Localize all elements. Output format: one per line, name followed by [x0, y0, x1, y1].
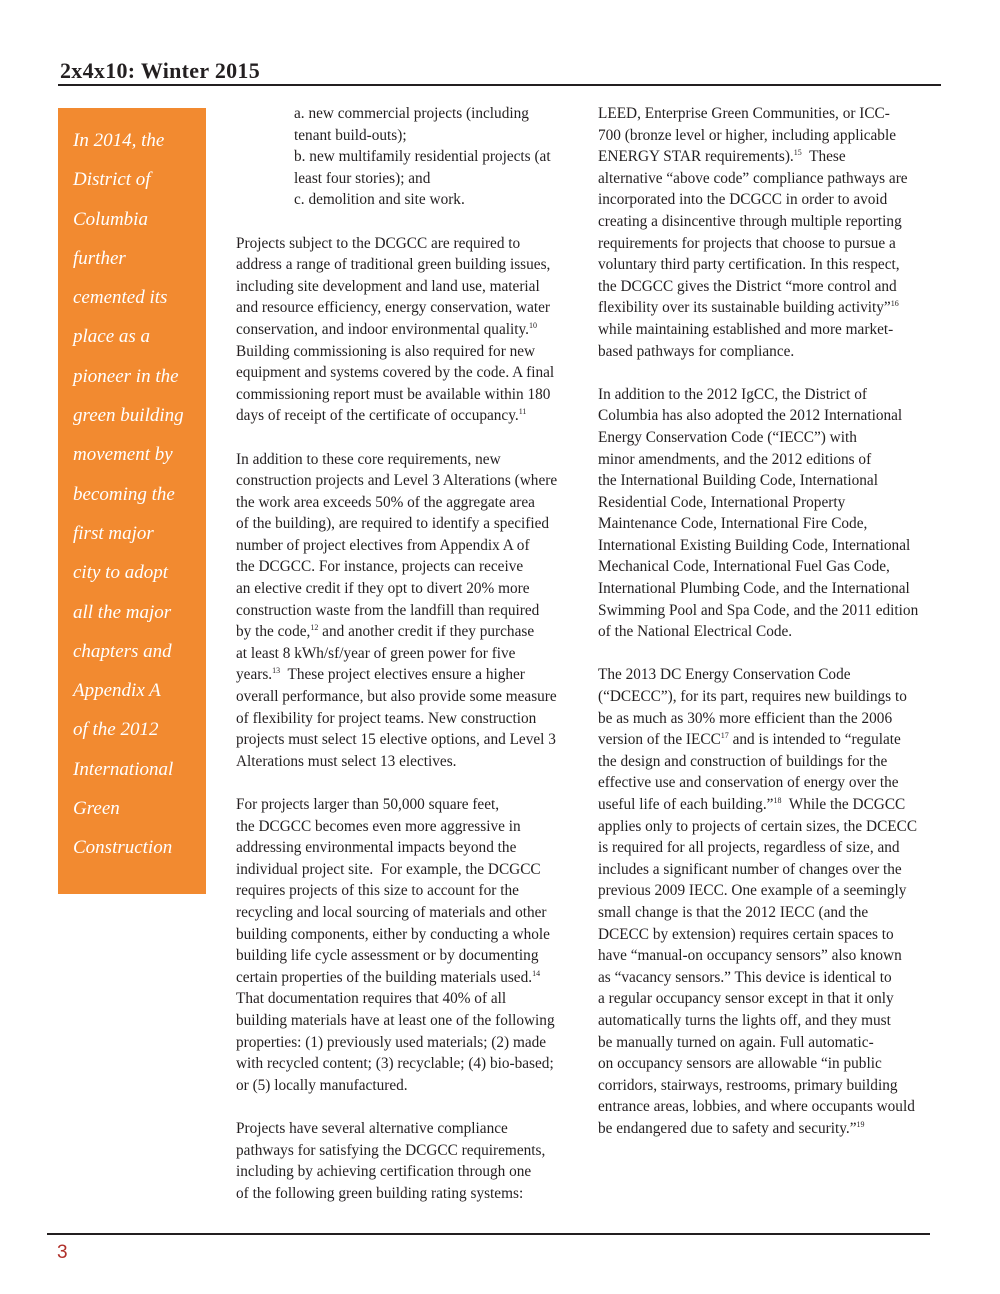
list-item: tenant build-outs);: [294, 126, 407, 144]
text-line: [236, 967, 586, 989]
pull-quote-line: cemented its: [73, 287, 168, 309]
text-line: Projects have several alternative compliance: [236, 1119, 508, 1137]
text-line: address a range of traditional green building issues,: [236, 256, 551, 274]
paragraph: [236, 1118, 586, 1204]
text-fragment: These: [801, 148, 846, 166]
text-fragment: version of the IECC: [598, 731, 721, 749]
pull-quote-line: city to adopt: [73, 562, 168, 584]
footnote-marker: 12: [310, 623, 319, 633]
text-line: Maintenance Code, International Fire Code,: [598, 515, 868, 533]
article-column-left: [236, 103, 586, 1204]
text-line: building components, either by conducting a whole: [236, 925, 550, 943]
text-fragment: flexibility over its sustainable building activity”: [598, 299, 891, 317]
text-line: voluntary third party certification. In this respect,: [598, 256, 900, 274]
text-line: have “manual-on occupancy sensors” also known: [598, 947, 902, 965]
pull-quote-line: green building: [73, 405, 184, 427]
text-line: alternative “above code” compliance pathways are: [598, 169, 908, 187]
text-line: overall performance, but also provide some measure: [236, 688, 557, 706]
text-line: of the building), are required to identify a specified: [236, 515, 550, 533]
paragraph: [598, 384, 948, 643]
pull-quote-line: District of: [73, 169, 151, 191]
footnote-marker: 18: [773, 796, 782, 805]
text-line: on occupancy sensors are allowable “in public: [598, 1055, 882, 1073]
text-line: That documentation requires that 40% of all: [236, 990, 507, 1008]
text-line: be manually turned on again. Full automatic-: [598, 1033, 874, 1051]
page-number: 3: [57, 1242, 68, 1263]
paragraph: [236, 233, 586, 427]
pull-quote-line: Columbia: [73, 208, 148, 230]
text-fragment: These project electives ensure a higher: [280, 666, 525, 684]
pull-quote-line: of the 2012: [73, 719, 159, 741]
pull-quote-line: becoming the: [73, 483, 175, 505]
article-column-right: [598, 103, 948, 1140]
text-line: [236, 319, 586, 341]
text-line: be as much as 30% more efficient than the 2006: [598, 709, 893, 727]
text-line: pathways for satisfying the DCGCC requirements,: [236, 1141, 546, 1159]
text-line: as “vacancy sensors.” This device is identical to: [598, 968, 892, 986]
page-header-title: 2x4x10: Winter 2015: [60, 58, 261, 83]
text-line: a regular occupancy sensor except in that it only: [598, 990, 894, 1008]
pull-quote-line: further: [73, 247, 126, 269]
text-line: addressing environmental impacts beyond the: [236, 839, 517, 857]
text-line: Building commissioning is also required for new: [236, 342, 536, 360]
text-line: International Plumbing Code, and the International: [598, 580, 910, 598]
text-line: previous 2009 IECC. One example of a seemingly: [598, 882, 907, 900]
text-line: incorporated into the DCGCC in order to avoid: [598, 191, 888, 209]
pull-quote-sidebar: [58, 108, 206, 894]
text-line: Energy Conservation Code (“IECC”) with: [598, 428, 857, 446]
paragraph: [598, 664, 948, 1139]
text-line: is required for all projects, regardless of size, and: [598, 839, 900, 857]
paragraph: [236, 449, 586, 773]
text-fragment: and is intended to “regulate: [728, 731, 901, 749]
text-line: of the National Electrical Code.: [598, 623, 793, 641]
text-line: includes a significant number of changes over the: [598, 860, 902, 878]
text-fragment: While the DCGCC: [781, 796, 906, 813]
text-line: the design and construction of buildings for the: [598, 752, 888, 770]
text-fragment: be endangered due to safety and security.”: [598, 1119, 857, 1137]
text-line: corridors, stairways, restrooms, primary building: [598, 1076, 898, 1094]
header-divider: [58, 84, 941, 86]
text-line: or (5) locally manufactured.: [236, 1076, 408, 1094]
text-line: Alterations must select 13 electives.: [236, 752, 457, 770]
text-line: building materials have at least one of the following: [236, 1011, 555, 1029]
text-line: building life cycle assessment or by documenting: [236, 947, 539, 965]
text-line: [598, 794, 948, 816]
paragraph-gap: [236, 1096, 586, 1118]
footnote-marker: 19: [856, 1119, 865, 1129]
text-line: while maintaining established and more market-: [598, 320, 894, 338]
text-line: and resource efficiency, energy conservation, water: [236, 299, 551, 317]
pull-quote-line: In 2014, the: [73, 130, 165, 151]
text-line: properties: (1) previously used materials; (2) made: [236, 1033, 547, 1051]
text-line: including by achieving certification through one: [236, 1163, 532, 1181]
text-line: the DCGCC becomes even more aggressive in: [236, 817, 521, 835]
text-fragment: days of receipt of the certificate of occupancy.: [236, 407, 519, 425]
paragraph-gap: [598, 643, 948, 665]
pull-quote-line: first major: [73, 522, 154, 544]
text-line: creating a disincentive through multiple reporting: [598, 212, 902, 230]
text-line: construction projects and Level 3 Alterations (where: [236, 472, 558, 490]
text-fragment: ENERGY STAR requirements).: [598, 148, 794, 166]
pull-quote-line: Construction: [73, 837, 173, 859]
list-item: c. demolition and site work.: [294, 191, 465, 209]
text-line: commissioning report must be available within 180: [236, 385, 551, 403]
text-line: [236, 664, 586, 686]
text-line: small change is that the 2012 IECC (and the: [598, 903, 869, 921]
text-line: the DCGCC gives the District “more control and: [598, 277, 897, 295]
pull-quote-line: Appendix A: [73, 680, 161, 702]
text-line: The 2013 DC Energy Conservation Code: [598, 666, 851, 684]
pull-quote-line: movement by: [73, 444, 173, 466]
text-line: at least 8 kWh/sf/year of green power for five: [236, 644, 516, 662]
text-line: [598, 729, 948, 751]
footnote-marker: 14: [532, 968, 541, 978]
text-line: Mechanical Code, International Fuel Gas Code,: [598, 558, 890, 576]
text-line: [236, 621, 586, 643]
elective-list: [236, 103, 586, 211]
text-line: [598, 297, 948, 319]
text-line: applies only to projects of certain sizes, the DCECC: [598, 817, 918, 835]
text-line: [598, 146, 948, 168]
paragraph-gap: [236, 772, 586, 794]
text-line: For projects larger than 50,000 square feet,: [236, 796, 500, 813]
text-fragment: and another credit if they purchase: [318, 623, 535, 641]
text-line: an elective credit if they opt to divert 20% more: [236, 580, 530, 598]
text-line: requires projects of this size to account for the: [236, 882, 519, 900]
text-line: Projects subject to the DCGCC are required to: [236, 234, 521, 252]
text-line: of the following green building rating systems:: [236, 1184, 524, 1202]
paragraph-gap: [236, 427, 586, 449]
pull-quote-line: chapters and: [73, 640, 172, 662]
text-line: recycling and local sourcing of materials and other: [236, 903, 547, 921]
text-fragment: years.: [236, 666, 273, 684]
text-line: with recycled content; (3) recyclable; (4) bio-based;: [236, 1055, 554, 1073]
footnote-marker: 17: [720, 731, 729, 741]
text-fragment: certain properties of the building materials used.: [236, 968, 533, 986]
pull-quote-line: Green: [73, 798, 120, 820]
text-line: equipment and systems covered by the code. A final: [236, 364, 555, 382]
pull-quote-line: all the major: [73, 601, 172, 623]
text-line: number of project electives from Appendix A of: [236, 536, 530, 554]
paragraph-gap: [598, 362, 948, 384]
text-line: the DCGCC. For instance, projects can receive: [236, 558, 524, 576]
footnote-marker: 15: [793, 148, 802, 158]
footnote-marker: 16: [890, 299, 899, 309]
text-line: entrance areas, lobbies, and where occupants would: [598, 1098, 915, 1116]
footnote-marker: 10: [528, 320, 537, 330]
pull-quote-line: pioneer in the: [73, 365, 179, 387]
text-line: 700 (bronze level or higher, including applicable: [598, 126, 896, 144]
text-line: International Existing Building Code, International: [598, 536, 911, 554]
text-line: DCECC by extension) requires certain spaces to: [598, 925, 894, 943]
text-line: of flexibility for project teams. New construction: [236, 709, 537, 727]
text-line: including site development and land use, material: [236, 277, 540, 295]
text-fragment: by the code,: [236, 623, 311, 641]
text-line: construction waste from the landfill than required: [236, 601, 540, 619]
text-line: [598, 1118, 948, 1140]
text-line: In addition to these core requirements, new: [236, 450, 501, 468]
footnote-marker: 13: [272, 666, 281, 676]
paragraph-gap: [236, 211, 586, 233]
list-item: least four stories); and: [294, 169, 431, 187]
text-line: the work area exceeds 50% of the aggregate area: [236, 493, 535, 511]
text-line: [236, 405, 586, 427]
text-fragment: useful life of each building.”: [598, 796, 774, 813]
text-fragment: conservation, and indoor environmental quality.: [236, 320, 529, 338]
list-item: b. new multifamily residential projects (at: [294, 148, 551, 166]
text-line: In addition to the 2012 IgCC, the District of: [598, 385, 867, 403]
text-line: based pathways for compliance.: [598, 342, 795, 360]
text-line: automatically turns the lights off, and they must: [598, 1011, 891, 1029]
text-line: effective use and conservation of energy over the: [598, 774, 899, 792]
text-line: requirements for projects that choose to pursue a: [598, 234, 896, 252]
text-line: individual project site. For example, the DCGCC: [236, 860, 541, 878]
text-line: Swimming Pool and Spa Code, and the 2011 edition: [598, 601, 919, 619]
paragraph: [236, 794, 586, 1096]
list-item: a. new commercial projects (including: [294, 105, 529, 122]
text-line: LEED, Enterprise Green Communities, or ICC-: [598, 105, 890, 122]
text-line: Columbia has also adopted the 2012 International: [598, 407, 903, 425]
text-line: (“DCECC”), for its part, requires new buildings to: [598, 688, 907, 706]
paragraph: [598, 103, 948, 362]
pull-quote-line: place as a: [73, 326, 151, 348]
text-line: minor amendments, and the 2012 editions of: [598, 450, 872, 468]
text-line: projects must select 15 elective options, and Level 3: [236, 731, 556, 749]
pull-quote-line: International: [73, 758, 174, 780]
text-line: Residential Code, International Property: [598, 493, 846, 511]
footnote-marker: 11: [518, 407, 527, 417]
footer-divider: [47, 1233, 930, 1235]
text-line: the International Building Code, International: [598, 472, 878, 490]
